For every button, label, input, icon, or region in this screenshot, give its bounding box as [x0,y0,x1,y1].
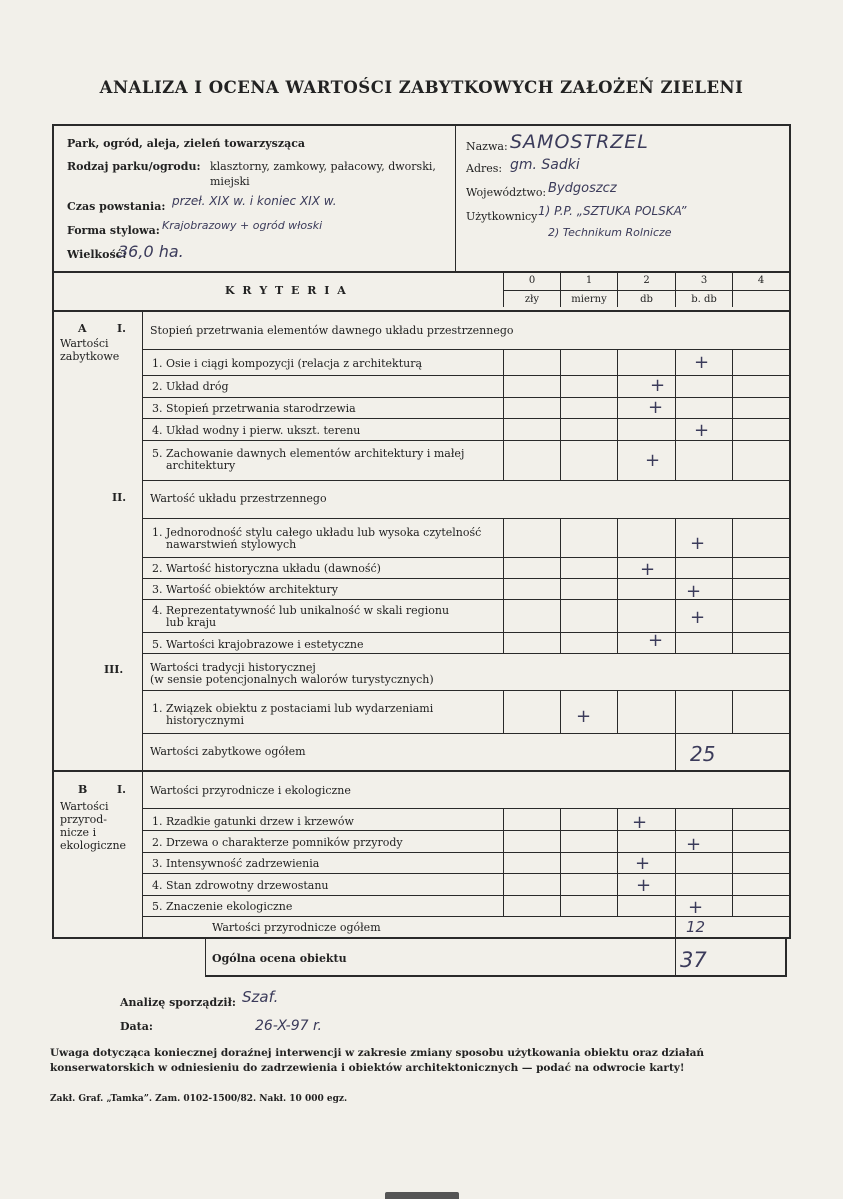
form-title: ANALIZA I OCENA WARTOŚCI ZABYTKOWYCH ZAŁOŻEŃ ZIELENI [99,78,744,97]
analyst-signature: Szaf. [242,988,279,1006]
score-label-3: b. db [691,294,717,305]
a2-item-5: 5. Wartości krajobrazowe i estetyczne [152,638,364,651]
score-1: 1 [585,275,593,286]
a3-item-1-cont: historycznymi [166,714,244,727]
b1-item-5: 5. Znaczenie ekologiczne [152,900,293,913]
mark-a1-2: + [650,375,666,396]
section-a-total-label: Wartości zabytkowe ogółem [150,745,306,758]
score-3: 3 [700,275,708,286]
score-label-1: mierny [571,294,607,305]
a2-item-4-cont: lub kraju [166,616,217,629]
mark-a2-5: + [648,630,664,651]
binding-mark [385,1192,459,1199]
a1-item-2: 2. Układ dróg [152,380,229,393]
section-a-group1-title: Stopień przetrwania elementów dawnego układu przestrzennego [150,324,514,337]
section-b-name-1: Wartości [60,800,109,813]
nazwa-value: SAMOSTRZEL [510,131,649,153]
section-a-group3-num: III. [104,663,124,676]
uzytkownicy-label: Użytkownicy [466,210,538,223]
mark-a1-5: + [645,450,661,471]
mark-b1-3: + [635,853,651,874]
forma-value: Krajobrazowy + ogród włoski [162,219,323,232]
uzytkownicy-value-1: 1) P.P. „SZTUKA POLSKA” [538,204,687,218]
section-a-group2-num: II. [112,491,127,504]
section-a-group2-title: Wartość układu przestrzennego [150,492,327,505]
adres-value: gm. Sadki [510,157,580,173]
a2-item-3: 3. Wartość obiektów architektury [152,583,338,596]
printer-info: Zakł. Graf. „Tamka”. Zam. 0102-1500/82. Nakł. 10 000 egz. [50,1094,348,1104]
mark-b1-5: + [688,897,704,918]
section-a-name-1: Wartości [60,337,109,350]
section-b-code: B [78,783,88,796]
b1-item-3: 3. Intensywność zadrzewienia [152,857,320,870]
section-a-total-value: 25 [690,742,716,766]
mark-b1-4: + [636,875,652,896]
a2-item-1: 1. Jednorodność stylu całego układu lub wysoka czytelność [152,526,482,539]
b1-item-2: 2. Drzewa o charakterze pomników przyrody [152,836,403,849]
score-label-0: zły [524,294,540,305]
criteria-header: K R Y T E R I A [225,284,348,297]
a2-item-4: 4. Reprezentatywność lub unikalność w skali regionu [152,604,450,617]
score-0: 0 [528,275,536,286]
intervention-note: Uwaga dotycząca koniecznej doraźnej interwencji w zakresie zmiany sposobu użytkowania obiektu oraz działań konserwatorskich w odniesieniu do zadrzewienia i obiektów architektonicznych — podać na odwrocie karty! [50,1047,705,1074]
section-b-total-label: Wartości przyrodnicze ogółem [212,921,381,934]
forma-label: Forma stylowa: [67,224,160,237]
wielkosc-label: Wielkość: [67,248,127,261]
a1-item-1: 1. Osie i ciągi kompozycji (relacja z architekturą [152,357,423,370]
overall-label: Ogólna ocena obiektu [212,952,347,965]
section-a-group3-title-2: (w sensie potencjonalnych walorów turystycznych) [150,673,434,686]
score-label-2: db [640,294,653,305]
date-label: Data: [120,1020,153,1033]
section-b-name-2: przyrod- [60,813,107,826]
mark-a3-1: + [576,706,592,727]
czas-label: Czas powstania: [67,200,166,213]
a1-item-5: 5. Zachowanie dawnych elementów architektury i małej [152,447,465,460]
a1-item-3: 3. Stopień przetrwania starodrzewia [152,402,356,415]
mark-b1-1: + [632,812,648,833]
overall-value: 37 [680,948,707,972]
mark-b1-2: + [686,834,702,855]
park-label: Park, ogród, aleja, zieleń towarzysząca [67,137,306,150]
mark-a1-3: + [648,397,664,418]
mark-a2-2: + [640,559,656,580]
mark-a2-3: + [686,581,702,602]
section-a-group3-title-1: Wartości tradycji historycznej [150,661,316,674]
section-b-group1-title: Wartości przyrodnicze i ekologiczne [150,784,351,797]
wojewodztwo-label: Województwo: [466,186,547,199]
uzytkownicy-value-2: 2) Technikum Rolnicze [548,226,672,239]
wielkosc-value: 36,0 ha. [118,242,184,261]
section-a-code: A [78,322,87,335]
mark-a2-4: + [690,607,706,628]
mark-a1-1: + [694,352,710,373]
wojewodztwo-value: Bydgoszcz [548,181,617,196]
rodzaj-options: klasztorny, zamkowy, pałacowy, dworski, [210,160,436,173]
mark-a1-4: + [694,420,710,441]
analyst-label: Analizę sporządził: [120,996,236,1009]
b1-item-1: 1. Rzadkie gatunki drzew i krzewów [152,815,354,828]
czas-value: przeł. XIX w. i koniec XIX w. [172,194,337,208]
a1-item-5-cont: architektury [166,459,236,472]
rodzaj-label: Rodzaj parku/ogrodu: [67,160,201,173]
nazwa-label: Nazwa: [466,140,508,153]
mark-a2-1: + [690,533,706,554]
section-b-name-4: ekologiczne [60,839,127,852]
section-b-total-value: 12 [686,918,706,936]
score-2: 2 [643,275,650,286]
b1-item-4: 4. Stan zdrowotny drzewostanu [152,879,329,892]
section-b-name-3: nicze i [60,826,97,839]
date-value: 26-X-97 r. [255,1018,322,1034]
a1-item-4: 4. Układ wodny i pierw. ukszt. terenu [152,424,361,437]
section-b-group1-num: I. [117,783,126,796]
section-a-group1-num: I. [117,322,126,335]
rodzaj-options-2: miejski [210,175,250,188]
section-a-name-2: zabytkowe [60,350,120,363]
adres-label: Adres: [466,162,503,175]
a2-item-2: 2. Wartość historyczna układu (dawność) [152,562,381,575]
a2-item-1-cont: nawarstwień stylowych [166,538,297,551]
score-4: 4 [757,275,765,286]
a3-item-1: 1. Związek obiektu z postaciami lub wydarzeniami [152,702,434,715]
